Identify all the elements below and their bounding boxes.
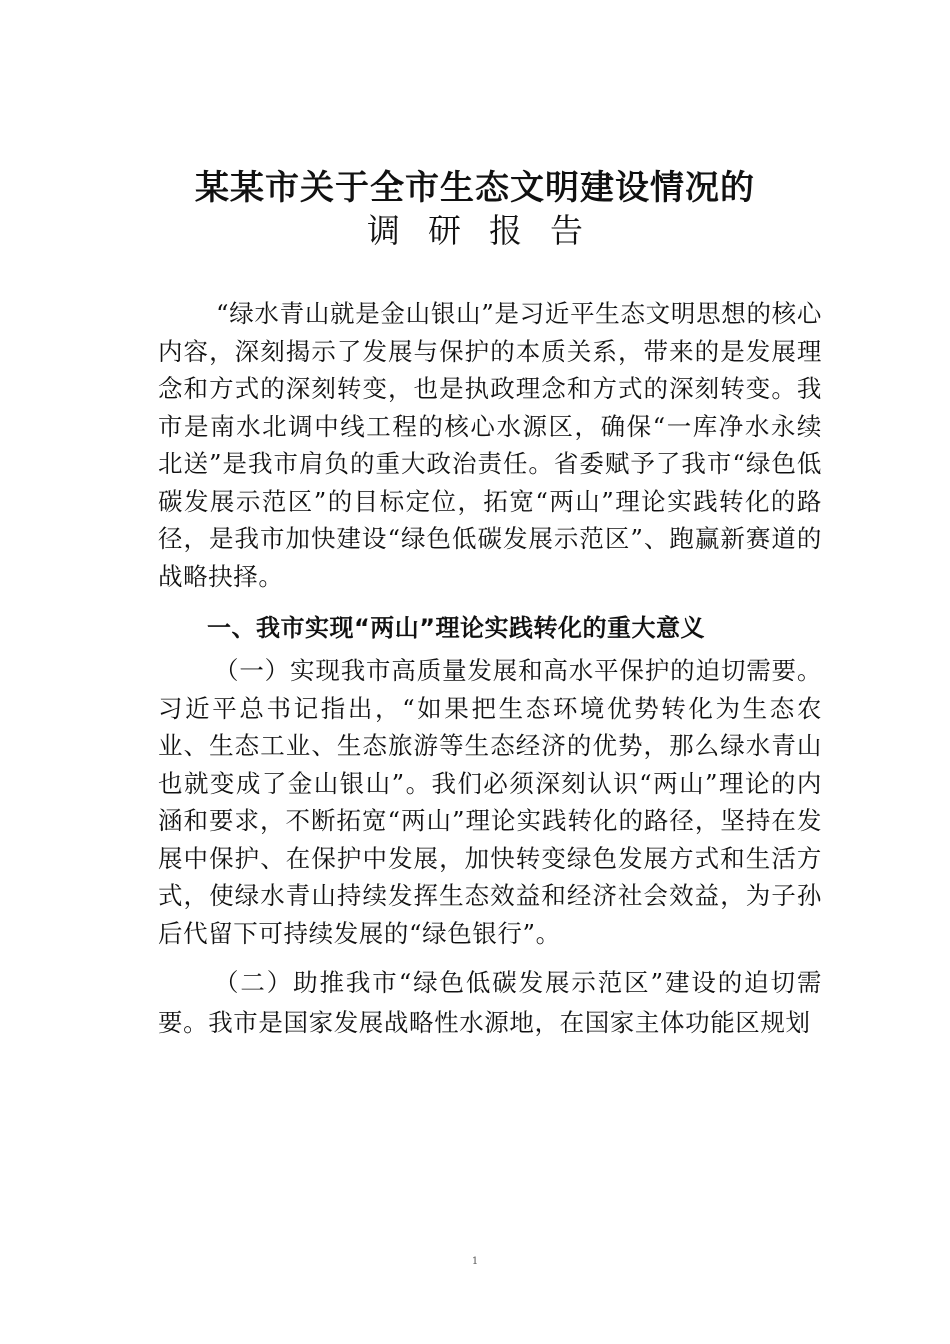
document-title: 某某市关于全市生态文明建设情况的 [195,168,755,208]
section-heading-1: 一、我市实现“两山”理论实践转化的重大意义 [207,614,706,642]
paragraph-subsection-2: （二）助推我市“绿色低碳发展示范区”建设的迫切需要。我市是国家发展战略性水源地，在国家主体功能区规划 [158,968,822,1037]
page-number: 1 [471,1256,479,1267]
paragraph-intro: “绿水青山就是金山银山”是习近平生态文明思想的核心内容，深刻揭示了发展与保护的本质关系，带来的是发展理念和方式的深刻转变，也是执政理念和方式的深刻转变。我市是南水北调中线工程的核心水源区，确保“一库净水永续北送”是我市肩负的重大政治责任。省委赋予了我市“绿色低碳发展示范区”的目标定位，拓宽“两山”理论实践转化的路径，是我市加快建设“绿色低碳发展示范区”、跑赢新赛道的战略抉择。 [158,299,822,591]
document-subtitle: 调研报告 [367,211,611,250]
paragraph-subsection-1: （一）实现我市高质量发展和高水平保护的迫切需要。习近平总书记指出，“如果把生态环境优势转化为生态农业、生态工业、生态旅游等生态经济的优势，那么绿水青山也就变成了金山银山”。我们必须深刻认识“两山”理论的内涵和要求，不断拓宽“两山”理论实践转化的路径，坚持在发展中保护、在保护中发展，加快转变绿色发展方式和生活方式，使绿水青山持续发挥生态效益和经济社会效益，为子孙后代留下可持续发展的“绿色银行”。 [158,656,822,948]
